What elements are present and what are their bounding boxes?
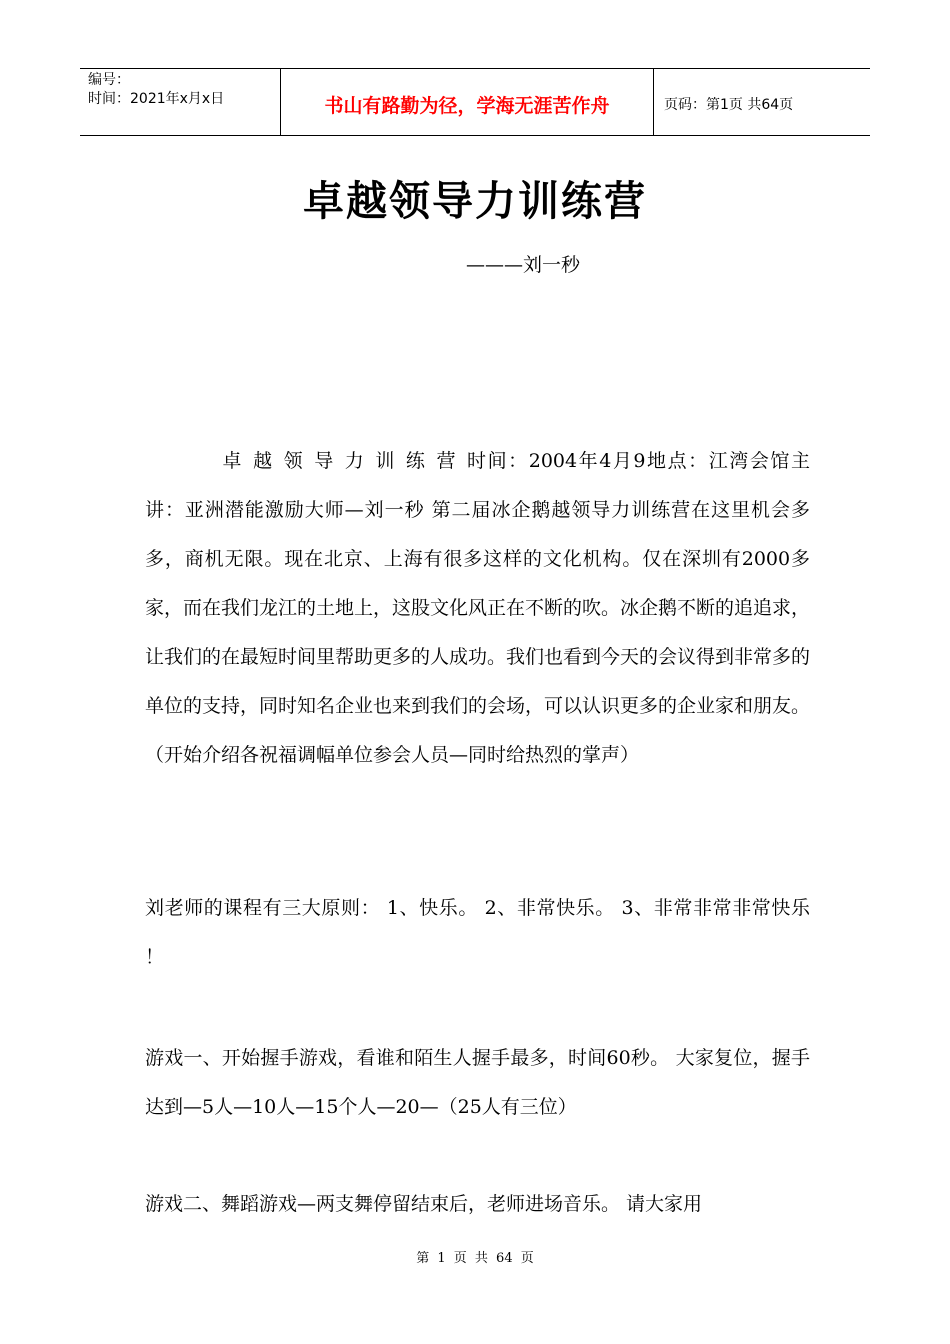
paragraph-game-two: 游戏二、舞蹈游戏—两支舞停留结束后，老师进场音乐。 请大家用 xyxy=(145,1193,703,1215)
paragraph-intro xyxy=(145,437,810,780)
intro-body: 时间：2004年4月9地点：江湾会馆主讲：亚洲潜能激励大师—刘一秒 第二届冰企鹅越领导力训练营在这里机会多多，商机无限。现在北京、上海有很多这样的文化机构。仅在深圳有2000多家，而在我们龙江的土地上，这股文化风正在不断的吹。冰企鹅不断的追追求，让我们的在最短时间里帮助更多的人成功。我们也看到今天的会议得到非常多的单位的支持，同时知名企业也来到我们的会场，可以认识更多的企业家和朋友。（开始介绍各祝福调幅单位参会人员—同时给热烈的掌声） xyxy=(145,450,811,766)
intro-lead: 卓越领导力训练营 xyxy=(221,450,468,472)
page-footer: 第 1 页 共 64 页 xyxy=(416,1251,534,1266)
document-author: ———刘一秒 xyxy=(466,254,581,276)
header-meta-cell xyxy=(80,69,281,135)
time-label: 时间：2021年x月x日 xyxy=(88,91,225,107)
paragraph-game-one: 游戏一、开始握手游戏，看谁和陌生人握手最多，时间60秒。 大家复位，握手达到—5人—10人—15个人—20—（25人有三位） xyxy=(145,1047,810,1118)
header-page-info: 页码：第1页 共64页 xyxy=(664,97,794,113)
header-motto: 书山有路勤为径，学海无涯苦作舟 xyxy=(281,69,654,135)
paragraph-principles: 刘老师的课程有三大原则： 1、快乐。 2、非常快乐。 3、非常非常非常快乐 ！ xyxy=(145,897,810,968)
header-table xyxy=(80,68,870,136)
number-label: 编号： xyxy=(88,72,130,88)
document-title: 卓越领导力训练营 xyxy=(303,177,647,225)
